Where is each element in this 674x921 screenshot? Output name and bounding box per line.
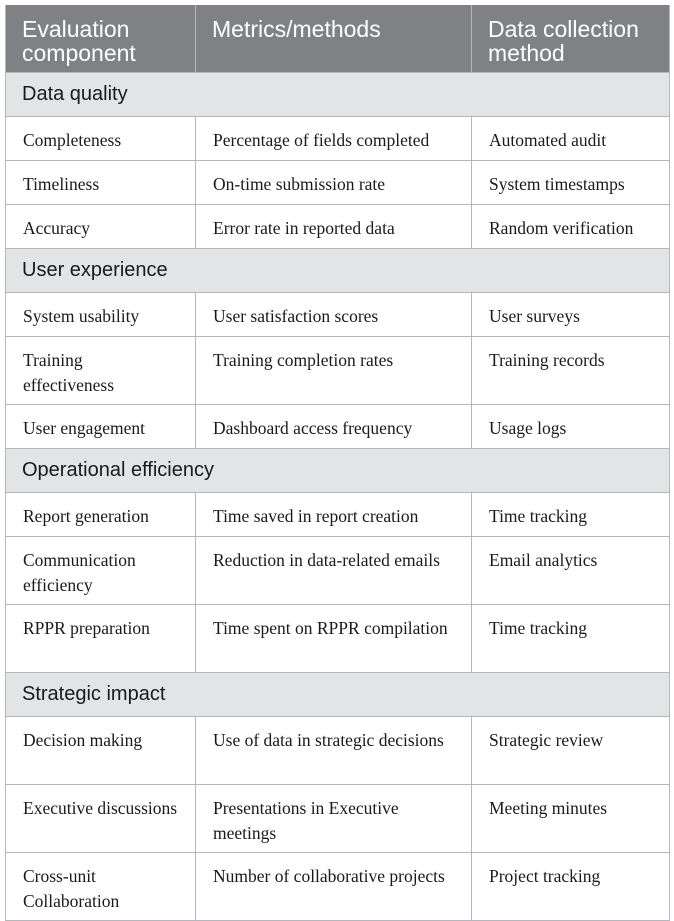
- table-row: [6, 405, 670, 449]
- component-cell: Cross-unit Collaboration: [6, 853, 196, 921]
- metric-cell: Training completion rates: [196, 337, 472, 405]
- evaluation-table: [5, 5, 670, 921]
- table-row: [6, 717, 670, 785]
- method-cell: Strategic review: [472, 717, 670, 785]
- component-cell: Training effectiveness: [6, 337, 196, 405]
- method-cell: Project tracking: [472, 853, 670, 921]
- metric-cell: Reduction in data-related emails: [196, 537, 472, 605]
- method-cell: Email analytics: [472, 537, 670, 605]
- component-cell: Communication efficiency: [6, 537, 196, 605]
- table-row: [6, 337, 670, 405]
- table-row: [6, 537, 670, 605]
- table-row: [6, 605, 670, 673]
- method-cell: Random verification: [472, 205, 670, 249]
- method-cell: User surveys: [472, 293, 670, 337]
- section-row-user-experience: [6, 249, 670, 293]
- metric-cell: Error rate in reported data: [196, 205, 472, 249]
- table-row: [6, 161, 670, 205]
- method-cell: Time tracking: [472, 493, 670, 537]
- section-row-strategic-impact: [6, 673, 670, 717]
- table-row: [6, 293, 670, 337]
- section-title: Operational efficiency: [6, 449, 670, 493]
- component-cell: Accuracy: [6, 205, 196, 249]
- metric-cell: Dashboard access frequency: [196, 405, 472, 449]
- component-cell: Report generation: [6, 493, 196, 537]
- section-row-data-quality: [6, 73, 670, 117]
- component-cell: Decision making: [6, 717, 196, 785]
- section-row-operational-efficiency: [6, 449, 670, 493]
- component-cell: Completeness: [6, 117, 196, 161]
- table-row: [6, 853, 670, 921]
- component-cell: RPPR preparation: [6, 605, 196, 673]
- metric-cell: Presentations in Executive meetings: [196, 785, 472, 853]
- metric-cell: On-time submission rate: [196, 161, 472, 205]
- method-cell: Usage logs: [472, 405, 670, 449]
- section-title: Data quality: [6, 73, 670, 117]
- table-header-row: [6, 5, 670, 73]
- metric-cell: Time saved in report creation: [196, 493, 472, 537]
- metric-cell: User satisfaction scores: [196, 293, 472, 337]
- method-cell: Time tracking: [472, 605, 670, 673]
- header-data-collection-method: Data collection method: [472, 5, 670, 73]
- table-row: [6, 785, 670, 853]
- header-metrics-methods: Metrics/methods: [196, 5, 472, 73]
- metric-cell: Number of collaborative projects: [196, 853, 472, 921]
- component-cell: System usability: [6, 293, 196, 337]
- method-cell: System timestamps: [472, 161, 670, 205]
- header-evaluation-component: Evaluation component: [6, 5, 196, 73]
- component-cell: Executive discussions: [6, 785, 196, 853]
- metric-cell: Use of data in strategic decisions: [196, 717, 472, 785]
- method-cell: Training records: [472, 337, 670, 405]
- method-cell: Meeting minutes: [472, 785, 670, 853]
- section-title: User experience: [6, 249, 670, 293]
- metric-cell: Time spent on RPPR compilation: [196, 605, 472, 673]
- evaluation-table-container: [5, 5, 669, 921]
- table-row: [6, 493, 670, 537]
- metric-cell: Percentage of fields completed: [196, 117, 472, 161]
- table-row: [6, 205, 670, 249]
- method-cell: Automated audit: [472, 117, 670, 161]
- section-title: Strategic impact: [6, 673, 670, 717]
- table-row: [6, 117, 670, 161]
- component-cell: User engagement: [6, 405, 196, 449]
- component-cell: Timeliness: [6, 161, 196, 205]
